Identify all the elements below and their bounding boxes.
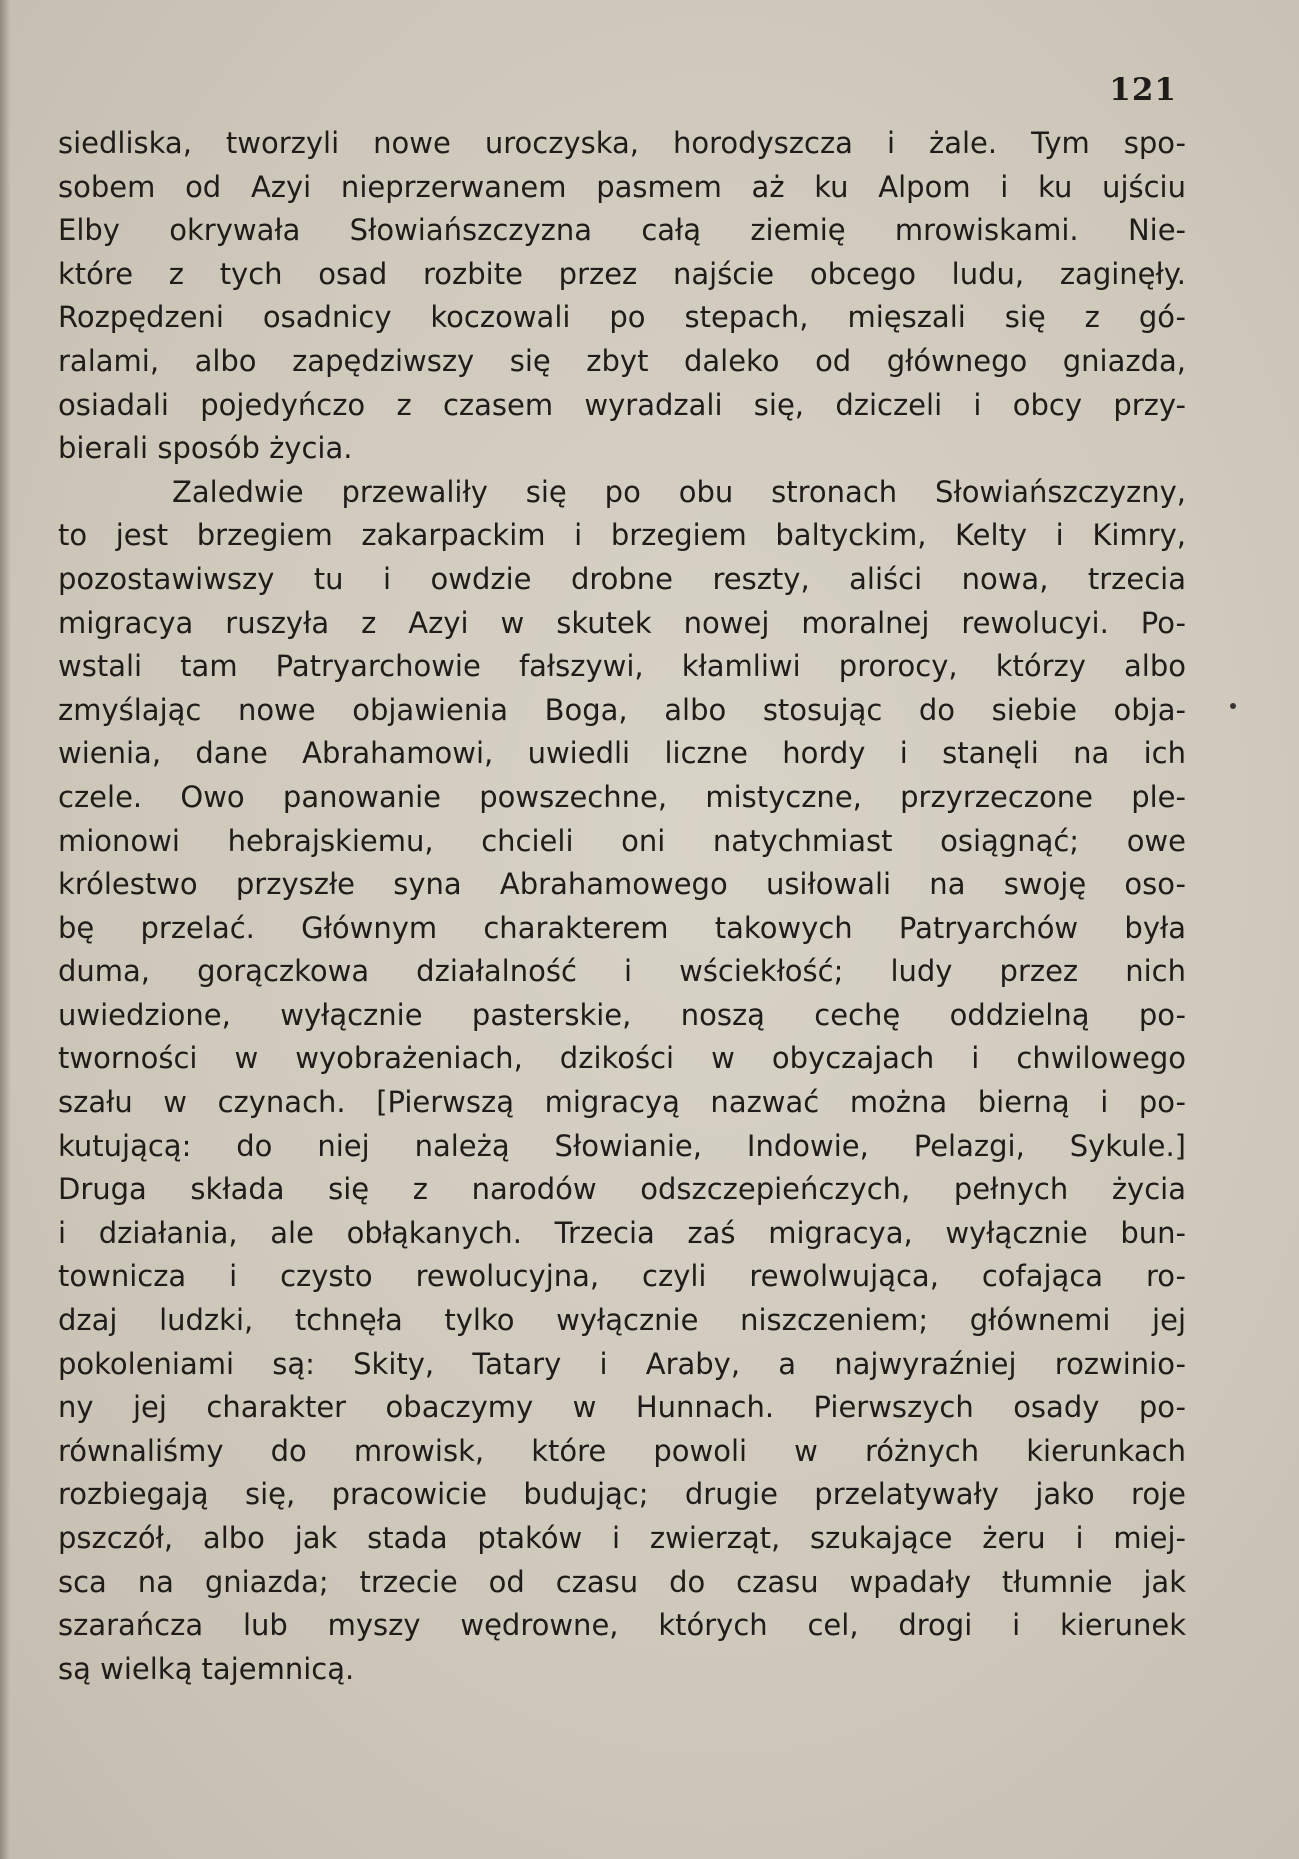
body-text bbox=[58, 122, 1186, 1691]
text-line: Rozpędzeni osadnicy koczowali po stepach, mięszali się z gó- bbox=[58, 300, 1186, 335]
text-line: szału w czynach. [Pierwszą migracyą nazwać można bierną i po- bbox=[58, 1085, 1186, 1120]
text-line: szarańcza lub myszy wędrowne, których cel, drogi i kierunek bbox=[58, 1608, 1186, 1643]
text-line: to jest brzegiem zakarpackim i brzegiem baltyckim, Kelty i Kimry, bbox=[58, 518, 1186, 553]
text-line: pszczół, albo jak stada ptaków i zwierząt, szukające żeru i miej- bbox=[58, 1521, 1186, 1555]
text-line: migracya ruszyła z Azyi w skutek nowej moralnej rewolucyi. Po- bbox=[58, 605, 1186, 640]
text-line: tworności w wyobrażeniach, dzikości w obyczajach i chwilowego bbox=[58, 1041, 1186, 1076]
text-line: duma, gorączkowa działalność i wściekłość; ludy przez nich bbox=[58, 954, 1186, 989]
text-line: wstali tam Patryarchowie fałszywi, kłamliwi prorocy, którzy albo bbox=[58, 649, 1186, 684]
text-line: dzaj ludzki, tchnęła tylko wyłącznie niszczeniem; głównemi jej bbox=[58, 1303, 1186, 1338]
text-line: townicza i czysto rewolucyjna, czyli rewolwująca, cofająca ro- bbox=[58, 1259, 1186, 1294]
text-line: ralami, albo zapędziwszy się zbyt daleko od głównego gniazda, bbox=[58, 343, 1186, 378]
text-line: Elby okrywała Słowiańszczyzna całą ziemię mrowiskami. Nie- bbox=[58, 213, 1186, 248]
text-line: równaliśmy do mrowisk, które powoli w różnych kierunkach bbox=[58, 1433, 1186, 1468]
text-line: królestwo przyszłe syna Abrahamowego usiłowali na swoję oso- bbox=[58, 867, 1186, 902]
text-line: siedliska, tworzyli nowe uroczyska, horodyszcza i żale. Tym spo- bbox=[58, 126, 1186, 160]
text-line: Druga składa się z narodów odszczepieńczych, pełnych życia bbox=[58, 1172, 1186, 1207]
text-line: które z tych osad rozbite przez najście obcego ludu, zaginęły. bbox=[58, 256, 1186, 291]
text-line: uwiedzione, wyłącznie pasterskie, noszą cechę oddzielną po- bbox=[58, 997, 1186, 1032]
paragraph-end-line: są wielką tajemnicą. bbox=[58, 1651, 355, 1686]
paragraph-start-line: Zaledwie przewaliły się po obu stronach Słowiańszczyzny, bbox=[172, 474, 1186, 509]
text-line: sca na gniazda; trzecie od czasu do czasu wpadały tłumnie jak bbox=[58, 1564, 1186, 1599]
text-line: bę przelać. Głównym charakterem takowych Patryarchów była bbox=[58, 910, 1186, 945]
text-line: wienia, dane Abrahamowi, uwiedli liczne hordy i stanęli na ich bbox=[58, 736, 1186, 771]
paragraph-end-line: bierali sposób życia. bbox=[58, 431, 353, 466]
text-line: pozostawiwszy tu i owdzie drobne reszty, aliści nowa, trzecia bbox=[58, 561, 1186, 596]
text-line: ny jej charakter obaczymy w Hunnach. Pierwszych osady po- bbox=[58, 1390, 1186, 1425]
text-line: kutującą: do niej należą Słowianie, Indowie, Pelazgi, Sykule.] bbox=[58, 1128, 1186, 1163]
text-line: sobem od Azyi nieprzerwanem pasmem aż ku Alpom i ku ujściu bbox=[58, 169, 1186, 204]
text-line: czele. Owo panowanie powszechne, mistyczne, przyrzeczone ple- bbox=[58, 779, 1186, 814]
text-line: mionowi hebrajskiemu, chcieli oni natychmiast osiągnąć; owe bbox=[58, 823, 1186, 858]
text-line: osiadali pojedyńczo z czasem wyradzali się, dziczeli i obcy przy- bbox=[58, 387, 1186, 422]
text-line: pokoleniami są: Skity, Tatary i Araby, a najwyraźniej rozwinio- bbox=[58, 1346, 1186, 1381]
page-number: 121 bbox=[1109, 72, 1177, 108]
page-gutter-edge bbox=[0, 0, 10, 1859]
print-speck bbox=[1230, 703, 1236, 709]
text-line: rozbiegają się, pracowicie budując; drugie przelatywały jako roje bbox=[58, 1477, 1186, 1512]
text-line: zmyślając nowe objawienia Boga, albo stosując do siebie obja- bbox=[58, 692, 1186, 727]
text-line: i działania, ale obłąkanych. Trzecia zaś migracya, wyłącznie bun- bbox=[58, 1215, 1186, 1250]
